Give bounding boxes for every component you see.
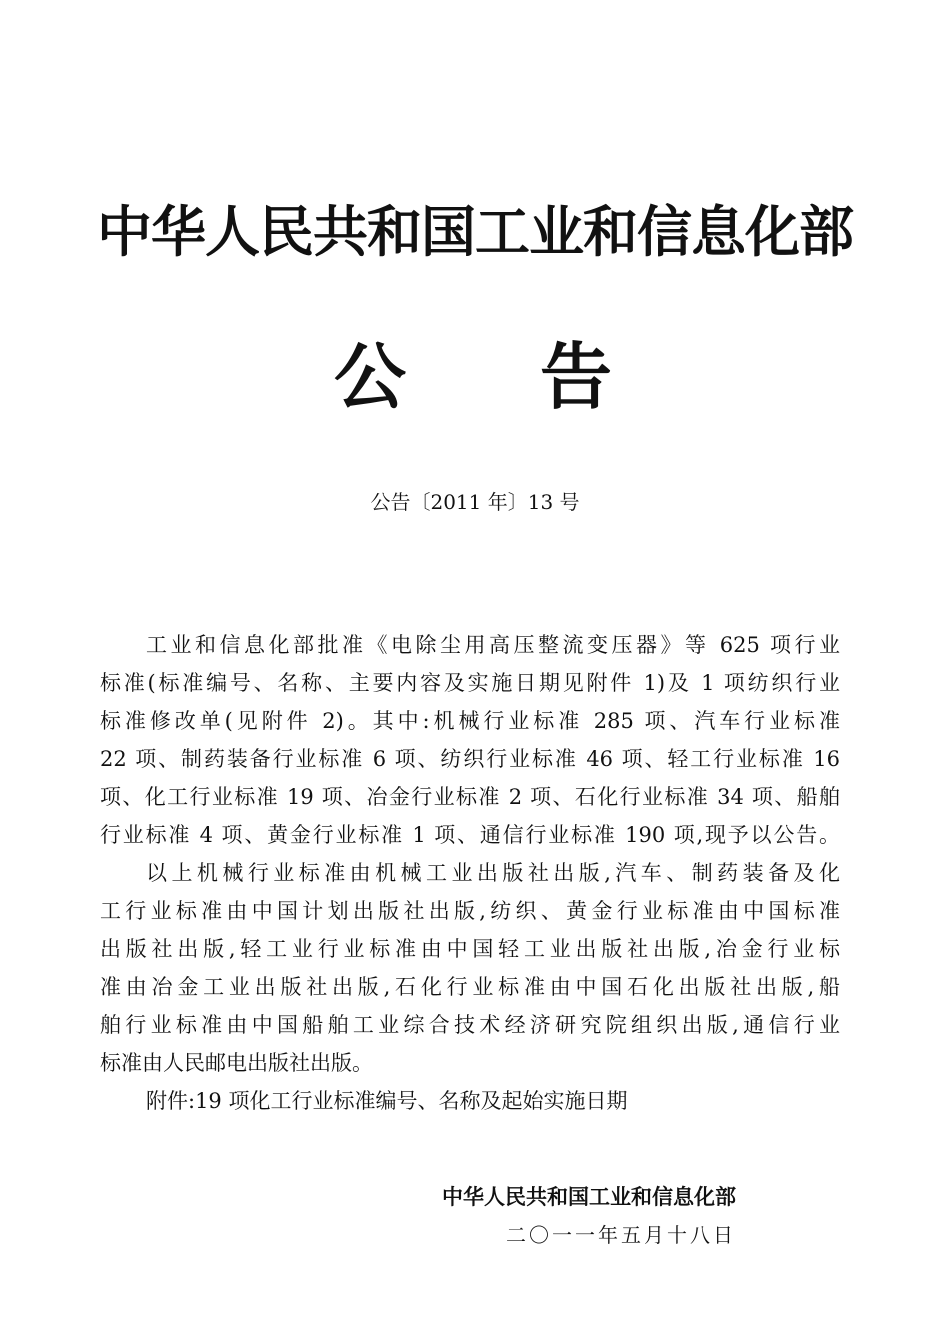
- paragraph-1-line-1: 工业和信息化部批准《电除尘用高压整流变压器》等 625 项行业: [146, 633, 840, 657]
- paragraph-1-line-5: 项、化工行业标准 19 项、冶金行业标准 2 项、石化行业标准 34 项、船舶: [100, 785, 840, 809]
- paragraph-1-line-6: 行业标准 4 项、黄金行业标准 1 项、通信行业标准 190 项,现予以公告。: [100, 823, 840, 847]
- paragraph-2-line-6: 标准由人民邮电出版社出版。: [100, 1051, 373, 1075]
- paragraph-2-line-1: 以上机械行业标准由机械工业出版社出版,汽车、制药装备及化: [146, 861, 840, 885]
- paragraph-2-line-5: 舶行业标准由中国船舶工业综合技术经济研究院组织出版,通信行业: [100, 1013, 840, 1037]
- notice-title-right: 告: [540, 335, 613, 419]
- document-number: 公告〔2011 年〕13 号: [370, 490, 580, 514]
- paragraph-2-line-3: 出版社出版,轻工业行业标准由中国轻工业出版社出版,冶金行业标: [100, 937, 840, 961]
- paragraph-2-line-2: 工行业标准由中国计划出版社出版,纺织、黄金行业标准由中国标准: [100, 899, 840, 923]
- paragraph-2-line-4: 准由冶金工业出版社出版,石化行业标准由中国石化出版社出版,船: [100, 975, 840, 999]
- ministry-title: 中华人民共和国工业和信息化部: [96, 200, 853, 264]
- notice-body: [100, 626, 840, 1120]
- paragraph-1-line-2: 标准(标准编号、名称、主要内容及实施日期见附件 1)及 1 项纺织行业: [100, 671, 840, 695]
- attachment-line: 附件:19 项化工行业标准编号、名称及起始实施日期: [146, 1089, 628, 1113]
- notice-title-left: 公: [334, 335, 407, 419]
- paragraph-1-line-3: 标准修改单(见附件 2)。其中:机械行业标准 285 项、汽车行业标准: [100, 709, 840, 733]
- signature-organization: 中华人民共和国工业和信息化部: [442, 1185, 736, 1209]
- paragraph-1-line-4: 22 项、制药装备行业标准 6 项、纺织行业标准 46 项、轻工行业标准 16: [100, 747, 840, 771]
- signature-date: 二〇一一年五月十八日: [506, 1223, 736, 1247]
